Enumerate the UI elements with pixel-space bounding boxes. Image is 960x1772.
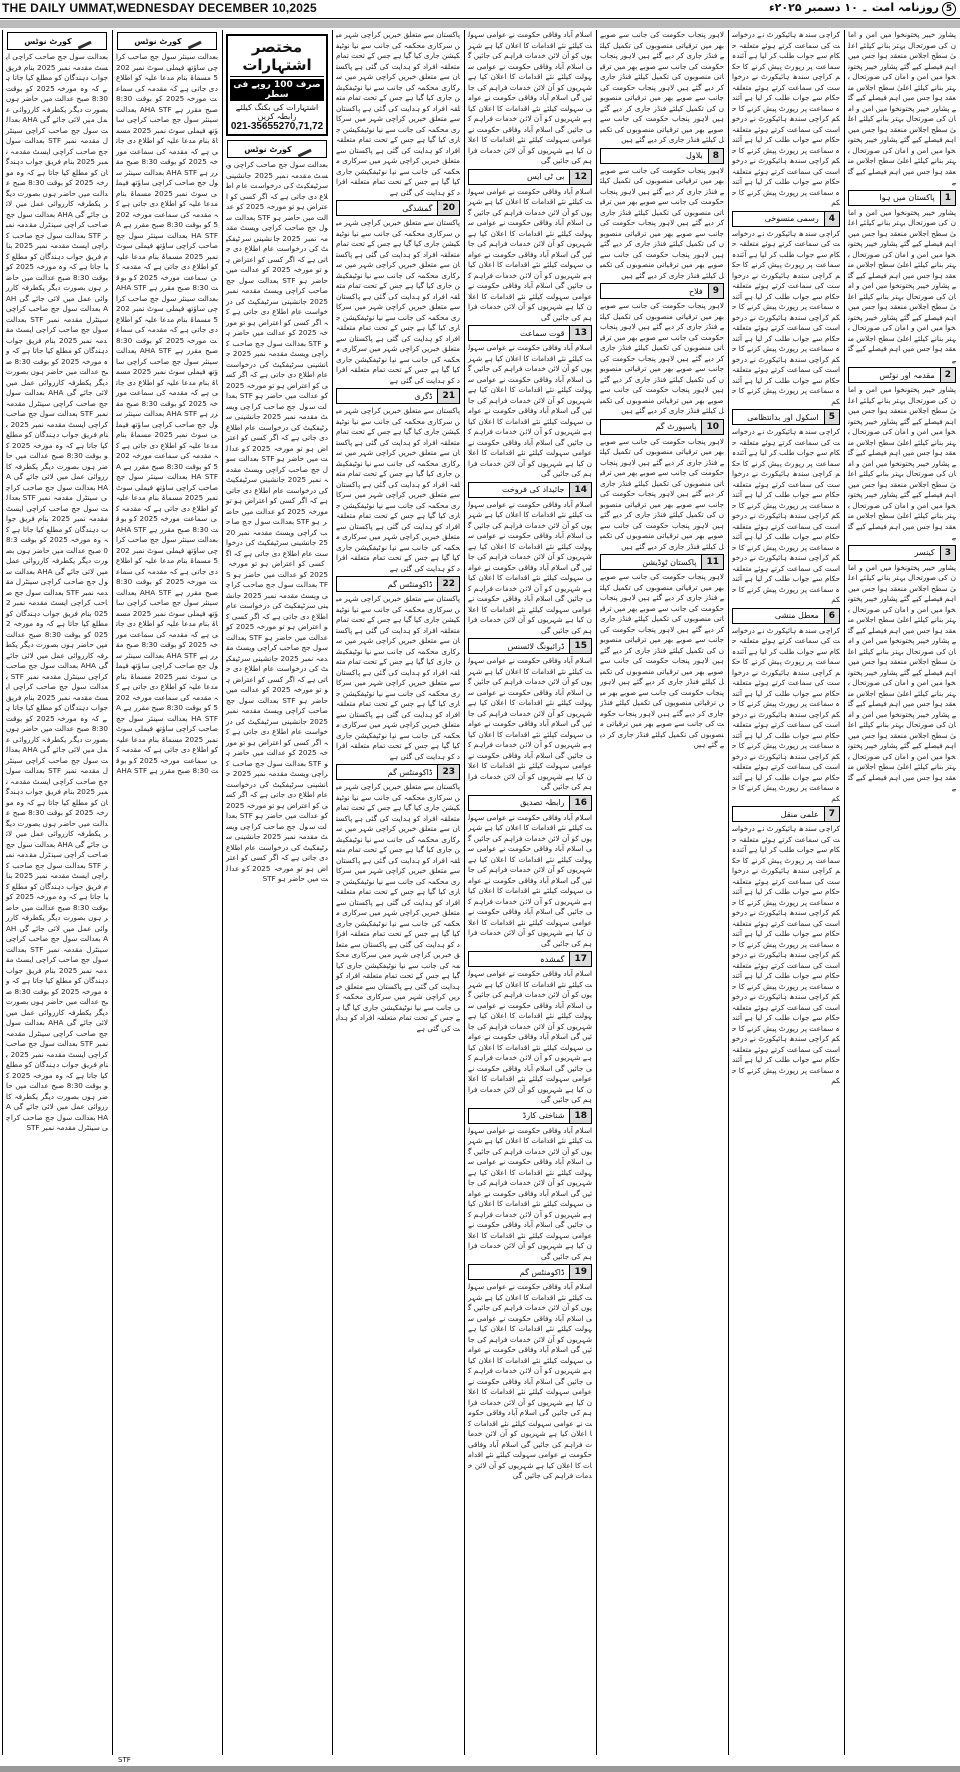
- top-band: [0, 20, 960, 28]
- column-heading-box: [468, 951, 592, 967]
- article-text: پشاور خیبر پختونخوا میں امن و امان کی صورتحال بہتر بنانے کیلئے اعلیٰ سطح اجلاس منعقد ہوا جس میں اہم فیصلے کیے گئے پشاور خیبر پختونخوا میں امن و امان کی صورتحال بہتر بنانے کیلئے اعلیٰ سطح اجلاس منعقد ہوا جس میں اہم فیصلے کیے گئے پشاور خیبر پختونخوا میں امن و امان کی صورتحال بہتر بنانے کیلئے اعلیٰ سطح اجلاس منعقد ہوا جس میں اہم فیصلے کیے گئے پشاور خیبر پختونخوا میں امن و امان کی صورتحال بہتر بنانے کیلئے اعلیٰ سطح اجلاس منعقد ہوا جس میں اہم فیصلے کیے گئے پشاور خیبر پختونخوا میں امن و امان کی صورتحال بہتر بنانے کیلئے اعلیٰ سطح اجلاس منعقد ہوا جس میں اہم فیصلے کیے گئے پشاور خیبر پختونخوا میں امن و امان کی صورتحال بہتر بنانے کیلئے اعلیٰ سطح اجلاس منعقد ہوا جس میں اہم فیصلے کیے گئے: [848, 562, 956, 792]
- box-number: 7: [824, 807, 839, 821]
- box-title: بی ٹی ایس: [526, 172, 565, 181]
- box-title: رابطہ تصدیق: [520, 798, 565, 807]
- article-text: کراچی سندھ ہائیکورٹ نے درخواست کی سماعت کرتے ہوئے متعلقہ حکام سے جواب طلب کر لیا ہے آئندہ سماعت پر رپورٹ پیش کرنے کا حکم کراچی سندھ ہائیکورٹ نے درخواست کی سماعت کرتے ہوئے متعلقہ حکام سے جواب طلب کر لیا ہے آئندہ سماعت پر رپورٹ پیش کرنے کا حکم کراچی سندھ ہائیکورٹ نے درخواست کی سماعت کرتے ہوئے متعلقہ حکام سے جواب طلب کر لیا ہے آئندہ سماعت پر رپورٹ پیش کرنے کا حکم کراچی سندھ ہائیکورٹ نے درخواست کی سماعت کرتے ہوئے متعلقہ حکام سے جواب طلب کر لیا ہے آئندہ سماعت پر رپورٹ پیش کرنے کا حکم: [732, 625, 840, 803]
- column-heading-box: [468, 169, 592, 185]
- gavel-icon: [74, 33, 91, 49]
- box-number: 12: [569, 170, 591, 184]
- box-title: فلاح: [688, 286, 703, 296]
- box-title: پاکستان ٹوڈیشن: [642, 557, 697, 567]
- article-text: اسلام آباد وفاقی حکومت نے عوامی سہولت کیلئے نئے اقدامات کا اعلان کیا ہے شہریوں کو آن لائن خدمات فراہم کی جائیں گی اسلام آباد وفاقی حکومت نے عوامی سہولت کیلئے نئے اقدامات کا اعلان کیا ہے شہریوں کو آن لائن خدمات فراہم کی جائیں گی اسلام آباد وفاقی حکومت نے عوامی سہولت کیلئے نئے اقدامات کا اعلان کیا ہے شہریوں کو آن لائن خدمات فراہم کی جائیں گی اسلام آباد وفاقی حکومت نے عوامی سہولت کیلئے نئے اقدامات کا اعلان کیا ہے شہریوں کو آن لائن خدمات فراہم کی جائیں گی: [468, 812, 592, 948]
- column-heading-box: [732, 608, 840, 624]
- column-heading-box: [600, 283, 724, 299]
- column-5: [464, 30, 595, 1755]
- box-number: 3: [940, 546, 955, 560]
- notice-header: کورٹ نوٹس: [227, 140, 327, 158]
- column-heading-box: [336, 388, 460, 404]
- column-heading-box: [600, 419, 724, 435]
- column-heading-box: [732, 409, 840, 425]
- article-text: کراچی سندھ ہائیکورٹ نے درخواست کی سماعت کرتے ہوئے متعلقہ حکام سے جواب طلب کر لیا ہے آئندہ سماعت پر رپورٹ پیش کرنے کا حکم کراچی سندھ ہائیکورٹ نے درخواست کی سماعت کرتے ہوئے متعلقہ حکام سے جواب طلب کر لیا ہے آئندہ سماعت پر رپورٹ پیش کرنے کا حکم کراچی سندھ ہائیکورٹ نے درخواست کی سماعت کرتے ہوئے متعلقہ حکام سے جواب طلب کر لیا ہے آئندہ سماعت پر رپورٹ پیش کرنے کا حکم کراچی سندھ ہائیکورٹ نے درخواست کی سماعت کرتے ہوئے متعلقہ حکام سے جواب طلب کر لیا ہے آئندہ سماعت پر رپورٹ پیش کرنے کا حکم: [732, 228, 840, 406]
- column-heading-box: [468, 325, 592, 341]
- column-notices-b: [112, 30, 221, 1755]
- box-number: 21: [437, 389, 459, 403]
- column-ads: [222, 30, 331, 1755]
- box-number: 11: [701, 555, 723, 569]
- column-heading-box: [600, 148, 724, 164]
- classified-ad-box: [226, 34, 328, 136]
- column-heading-box: [468, 482, 592, 498]
- column-heading-box: [468, 638, 592, 654]
- ad-phone: 021-35655270,71,72: [230, 121, 324, 132]
- column-heading-box: [336, 764, 460, 780]
- column-heading-box: [848, 190, 956, 206]
- box-number: 2: [940, 368, 955, 382]
- article-text: اسلام آباد وفاقی حکومت نے عوامی سہولت کیلئے نئے اقدامات کا اعلان کیا ہے شہریوں کو آن لائن خدمات فراہم کی جائیں گی اسلام آباد وفاقی حکومت نے عوامی سہولت کیلئے نئے اقدامات کا اعلان کیا ہے شہریوں کو آن لائن خدمات فراہم کی جائیں گی اسلام آباد وفاقی حکومت نے عوامی سہولت کیلئے نئے اقدامات کا اعلان کیا ہے شہریوں کو آن لائن خدمات فراہم کی جائیں گی اسلام آباد وفاقی حکومت نے عوامی سہولت کیلئے نئے اقدامات کا اعلان کیا ہے شہریوں کو آن لائن خدمات فراہم کی جائیں گی: [468, 30, 592, 165]
- box-number: 15: [569, 639, 591, 653]
- article-text: لاہور پنجاب حکومت کی جانب سے صوبے بھر میں ترقیاتی منصوبوں کی تکمیل کیلئے فنڈز جاری کر دیے گئے ہیں لاہور پنجاب حکومت کی جانب سے صوبے بھر میں ترقیاتی منصوبوں کی تکمیل کیلئے فنڈز جاری کر دیے گئے ہیں لاہور پنجاب حکومت کی جانب سے صوبے بھر میں ترقیاتی منصوبوں کی تکمیل کیلئے فنڈز جاری کر دیے گئے ہیں لاہور پنجاب حکومت کی جانب سے صوبے بھر میں ترقیاتی منصوبوں کی تکمیل کیلئے فنڈز جاری کر دیے گئے ہیں: [600, 165, 724, 280]
- box-number: 17: [569, 952, 591, 966]
- box-number: 20: [437, 201, 459, 215]
- box-number: 1: [940, 191, 955, 205]
- article-text: اسلام آباد وفاقی حکومت نے عوامی سہولت کیلئے نئے اقدامات کا اعلان کیا ہے شہریوں کو آن لائن خدمات فراہم کی جائیں گی اسلام آباد وفاقی حکومت نے عوامی سہولت کیلئے نئے اقدامات کا اعلان کیا ہے شہریوں کو آن لائن خدمات فراہم کی جائیں گی اسلام آباد وفاقی حکومت نے عوامی سہولت کیلئے نئے اقدامات کا اعلان کیا ہے شہریوں کو آن لائن خدمات فراہم کی جائیں گی اسلام آباد وفاقی حکومت نے عوامی سہولت کیلئے نئے اقدامات کا اعلان کیا ہے شہریوں کو آن لائن خدمات فراہم کی جائیں گی: [468, 186, 592, 322]
- box-number: 6: [824, 609, 839, 623]
- box-title: قوت سماعت: [520, 328, 565, 338]
- bottom-band: [0, 1766, 960, 1772]
- column-text: بعدالت سول جج صاحب کراچی ایسٹ مقدمہ نمبر 2025 بنام فریق جواب دہندگان کو مطلع کیا جاتا ہے کہ وہ مورخہ 2025 کو بوقت 8:30 صبح عدالت میں حاضر ہوں بصورت دیگر یکطرفہ کارروائی عمل میں لائی جائے گی AHA بعدالت سول جج صاحب کراچی سینٹرل مقدمہ نمبر STF بعدالت سول جج صاحب کراچی ایسٹ مقدمہ نمبر 2025 بنام فریق جواب دہندگان کو مطلع کیا جاتا ہے کہ وہ مورخہ 2025 کو بوقت 8:30 صبح عدالت میں حاضر ہوں بصورت دیگر یکطرفہ کارروائی عمل میں لائی جائے گی AHA بعدالت سول جج صاحب کراچی سینٹرل مقدمہ نمبر STF بعدالت سول جج صاحب کراچی ایسٹ مقدمہ نمبر 2025 بنام فریق جواب دہندگان کو مطلع کیا جاتا ہے کہ وہ مورخہ 2025 کو بوقت 8:30 صبح عدالت میں حاضر ہوں بصورت دیگر یکطرفہ کارروائی عمل میں لائی جائے گی AHA بعدالت سول جج صاحب کراچی سینٹرل مقدمہ نمبر STF بعدالت سول جج صاحب کراچی ایسٹ مقدمہ نمبر 2025 بنام فریق جواب دہندگان کو مطلع کیا جاتا ہے کہ وہ مورخہ 2025 کو بوقت 8:30 صبح عدالت میں حاضر ہوں بصورت دیگر یکطرفہ کارروائی عمل میں لائی جائے گی AHA بعدالت سول جج صاحب کراچی سینٹرل مقدمہ نمبر STF بعدالت سول جج صاحب کراچی ایسٹ مقدمہ نمبر 2025 بنام فریق جواب دہندگان کو مطلع کیا جاتا ہے کہ وہ مورخہ 2025 کو بوقت 8:30 صبح عدالت میں حاضر ہوں بصورت دیگر یکطرفہ کارروائی عمل میں لائی جائے گی AHA بعدالت سول جج صاحب کراچی سینٹرل مقدمہ نمبر STF بعدالت سول جج صاحب کراچی ایسٹ مقدمہ نمبر 2025 بنام فریق جواب دہندگان کو مطلع کیا جاتا ہے کہ وہ مورخہ 2025 کو بوقت 8:30 صبح عدالت میں حاضر ہوں بصورت دیگر یکطرفہ کارروائی عمل میں لائی جائے گی AHA بعدالت سول جج صاحب کراچی سینٹرل مقدمہ نمبر STF بعدالت سول جج صاحب کراچی ایسٹ مقدمہ نمبر 2025 بنام فریق جواب دہندگان کو مطلع کیا جاتا ہے کہ وہ مورخہ 2025 کو بوقت 8:30 صبح عدالت میں حاضر ہوں بصورت دیگر یکطرفہ کارروائی عمل میں لائی جائے گی AHA بعدالت سول جج صاحب کراچی سینٹرل مقدمہ نمبر STF بعدالت سول جج صاحب کراچی ایسٹ مقدمہ نمبر 2025 بنام فریق جواب دہندگان کو مطلع کیا جاتا ہے کہ وہ مورخہ 2025 کو بوقت 8:30 صبح عدالت میں حاضر ہوں بصورت دیگر یکطرفہ کارروائی عمل میں لائی جائے گی AHA بعدالت سول جج صاحب کراچی سینٹرل مقدمہ نمبر STF بعدالت سول جج صاحب کراچی ایسٹ مقدمہ نمبر 2025 بنام فریق جواب دہندگان کو مطلع کیا جاتا ہے کہ وہ مورخہ 2025 کو بوقت 8:30 صبح عدالت میں حاضر ہوں بصورت دیگر یکطرفہ کارروائی عمل میں لائی جائے گی AHA بعدالت سول جج صاحب کراچی سینٹرل مقدمہ نمبر STF بعدالت سول جج صاحب کراچی ایسٹ مقدمہ نمبر 2025 بنام فریق جواب دہندگان کو مطلع کیا جاتا ہے کہ وہ مورخہ 2025 کو بوقت 8:30 صبح عدالت میں حاضر ہوں بصورت دیگر یکطرفہ کارروائی عمل میں لائی جائے گی AHA بعدالت سول جج صاحب کراچی سینٹرل مقدمہ نمبر STF بعدالت سول جج صاحب کراچی ایسٹ مقدمہ نمبر 2025 بنام فریق جواب دہندگان کو مطلع کیا جاتا ہے کہ وہ مورخہ 2025 کو بوقت 8:30 صبح عدالت میں حاضر ہوں بصورت دیگر یکطرفہ کارروائی عمل میں لائی جائے گی AHA بعدالت سول جج صاحب کراچی سینٹرل مقدمہ نمبر STF بعدالت سول جج صاحب کراچی ایسٹ مقدمہ نمبر 2025 بنام فریق جواب دہندگان کو مطلع کیا جاتا ہے کہ وہ مورخہ 2025 کو بوقت 8:30 صبح عدالت میں حاضر ہوں بصورت دیگر یکطرفہ کارروائی عمل میں لائی جائے گی AHA بعدالت سول جج صاحب کراچی سینٹرل مقدمہ نمبر STF: [6, 52, 109, 1132]
- box-title: شناختی کارڈ: [522, 1111, 565, 1120]
- masthead-urdu: 5روزنامہ امت ۔ ۱۰ دسمبر ۲۰۲۵ء: [769, 1, 956, 16]
- box-title: ڈاکومنٹس گم: [387, 579, 433, 589]
- gavel-icon: [294, 141, 311, 157]
- column-heading-box: [468, 1264, 592, 1280]
- box-title: گمشدہ: [540, 954, 565, 964]
- column-8: [844, 30, 959, 1755]
- article-text: پشاور خیبر پختونخوا میں امن و امان کی صورتحال بہتر بنانے کیلئے اعلیٰ سطح اجلاس منعقد ہوا جس میں اہم فیصلے کیے گئے پشاور خیبر پختونخوا میں امن و امان کی صورتحال بہتر بنانے کیلئے اعلیٰ سطح اجلاس منعقد ہوا جس میں اہم فیصلے کیے گئے پشاور خیبر پختونخوا میں امن و امان کی صورتحال بہتر بنانے کیلئے اعلیٰ سطح اجلاس منعقد ہوا جس میں اہم فیصلے کیے گئے پشاور خیبر پختونخوا میں امن و امان کی صورتحال بہتر بنانے کیلئے اعلیٰ سطح اجلاس منعقد ہوا جس میں اہم فیصلے کیے گئے: [848, 207, 956, 364]
- box-title: جائیداد کی فروخت: [501, 485, 565, 494]
- article-text: اسلام آباد وفاقی حکومت نے عوامی سہولت کیلئے نئے اقدامات کا اعلان کیا ہے شہریوں کو آن لائن خدمات فراہم کی جائیں گی اسلام آباد وفاقی حکومت نے عوامی سہولت کیلئے نئے اقدامات کا اعلان کیا ہے شہریوں کو آن لائن خدمات فراہم کی جائیں گی اسلام آباد وفاقی حکومت نے عوامی سہولت کیلئے نئے اقدامات کا اعلان کیا ہے شہریوں کو آن لائن خدمات فراہم کی جائیں گی اسلام آباد وفاقی حکومت نے عوامی سہولت کیلئے نئے اقدامات کا اعلان کیا ہے شہریوں کو آن لائن خدمات فراہم کی جائیں گی: [468, 656, 592, 791]
- box-number: 23: [437, 765, 459, 779]
- article-text: لاہور پنجاب حکومت کی جانب سے صوبے بھر میں ترقیاتی منصوبوں کی تکمیل کیلئے فنڈز جاری کر دیے گئے ہیں لاہور پنجاب حکومت کی جانب سے صوبے بھر میں ترقیاتی منصوبوں کی تکمیل کیلئے فنڈز جاری کر دیے گئے ہیں لاہور پنجاب حکومت کی جانب سے صوبے بھر میں ترقیاتی منصوبوں کی تکمیل کیلئے فنڈز جاری کر دیے گئے ہیں لاہور پنجاب حکومت کی جانب سے صوبے بھر میں ترقیاتی منصوبوں کی تکمیل کیلئے فنڈز جاری کر دیے گئے ہیں: [600, 30, 724, 144]
- article-text: اسلام آباد وفاقی حکومت نے عوامی سہولت کیلئے نئے اقدامات کا اعلان کیا ہے شہریوں کو آن لائن خدمات فراہم کی جائیں گی اسلام آباد وفاقی حکومت نے عوامی سہولت کیلئے نئے اقدامات کا اعلان کیا ہے شہریوں کو آن لائن خدمات فراہم کی جائیں گی اسلام آباد وفاقی حکومت نے عوامی سہولت کیلئے نئے اقدامات کا اعلان کیا ہے شہریوں کو آن لائن خدمات فراہم کی جائیں گی اسلام آباد وفاقی حکومت نے عوامی سہولت کیلئے نئے اقدامات کا اعلان کیا ہے شہریوں کو آن لائن خدمات فراہم کی جائیں گی اسلام آباد وفاقی حکومت نے عوامی سہولت کیلئے نئے اقدامات کا اعلان کیا ہے شہریوں کو آن لائن خدمات فراہم کی جائیں گی اسلام آباد وفاقی حکومت نے عوامی سہولت کیلئے نئے اقدامات کا اعلان کیا ہے شہریوں کو آن لائن خدمات فراہم کی جائیں گی: [468, 1282, 592, 1480]
- masthead: [0, 0, 960, 19]
- column-heading-box: [468, 795, 592, 811]
- box-title: پاسپورٹ گم: [655, 422, 697, 431]
- box-title: پاکستان میں ہوا: [879, 193, 935, 202]
- column-7: [728, 30, 843, 1755]
- box-number: 16: [569, 796, 591, 810]
- ad-title: مختصر اشتہارات: [230, 38, 324, 77]
- article-text: اسلام آباد وفاقی حکومت نے عوامی سہولت کیلئے نئے اقدامات کا اعلان کیا ہے شہریوں کو آن لائن خدمات فراہم کی جائیں گی اسلام آباد وفاقی حکومت نے عوامی سہولت کیلئے نئے اقدامات کا اعلان کیا ہے شہریوں کو آن لائن خدمات فراہم کی جائیں گی اسلام آباد وفاقی حکومت نے عوامی سہولت کیلئے نئے اقدامات کا اعلان کیا ہے شہریوں کو آن لائن خدمات فراہم کی جائیں گی اسلام آباد وفاقی حکومت نے عوامی سہولت کیلئے نئے اقدامات کا اعلان کیا ہے شہریوں کو آن لائن خدمات فراہم کی جائیں گی: [468, 1125, 592, 1261]
- box-title: مقدمہ اور نوٹس: [879, 370, 935, 380]
- box-title: ڈرائیونگ لائسنس: [507, 641, 565, 651]
- box-number: 22: [437, 577, 459, 591]
- article-text: لاہور پنجاب حکومت کی جانب سے صوبے بھر میں ترقیاتی منصوبوں کی تکمیل کیلئے فنڈز جاری کر دیے گئے ہیں لاہور پنجاب حکومت کی جانب سے صوبے بھر میں ترقیاتی منصوبوں کی تکمیل کیلئے فنڈز جاری کر دیے گئے ہیں لاہور پنجاب حکومت کی جانب سے صوبے بھر میں ترقیاتی منصوبوں کی تکمیل کیلئے فنڈز جاری کر دیے گئے ہیں لاہور پنجاب حکومت کی جانب سے صوبے بھر میں ترقیاتی منصوبوں کی تکمیل کیلئے فنڈز جاری کر دیے گئے ہیں: [600, 436, 724, 551]
- box-number: 10: [701, 420, 723, 434]
- column-heading-box: [848, 367, 956, 383]
- box-title: بلاول: [686, 151, 703, 160]
- box-title: علمی منقل: [780, 809, 819, 819]
- article-text: کراچی سندھ ہائیکورٹ نے درخواست کی سماعت کرتے ہوئے متعلقہ حکام سے جواب طلب کر لیا ہے آئندہ سماعت پر رپورٹ پیش کرنے کا حکم کراچی سندھ ہائیکورٹ نے درخواست کی سماعت کرتے ہوئے متعلقہ حکام سے جواب طلب کر لیا ہے آئندہ سماعت پر رپورٹ پیش کرنے کا حکم کراچی سندھ ہائیکورٹ نے درخواست کی سماعت کرتے ہوئے متعلقہ حکام سے جواب طلب کر لیا ہے آئندہ سماعت پر رپورٹ پیش کرنے کا حکم کراچی سندھ ہائیکورٹ نے درخواست کی سماعت کرتے ہوئے متعلقہ حکام سے جواب طلب کر لیا ہے آئندہ سماعت پر رپورٹ پیش کرنے کا حکم کراچی سندھ ہائیکورٹ نے درخواست کی سماعت کرتے ہوئے متعلقہ حکام سے جواب طلب کر لیا ہے آئندہ سماعت پر رپورٹ پیش کرنے کا حکم کراچی سندھ ہائیکورٹ نے درخواست کی سماعت کرتے ہوئے متعلقہ حکام سے جواب طلب کر لیا ہے آئندہ سماعت پر رپورٹ پیش کرنے کا حکم: [732, 824, 840, 1085]
- column-heading-box: [732, 806, 840, 822]
- notice-header: کورٹ نوٹس: [117, 32, 217, 50]
- column-heading-box: [336, 200, 460, 216]
- box-number: 14: [569, 483, 591, 497]
- article-text: پاکستان سے متعلق خبریں کراچی شہر میں سرکاری محکمہ کی جانب سے نیا نوٹیفکیشن جاری کیا گیا ہے جس کے تحت تمام متعلقہ افراد کو ہدایت کی گئی ہے پاکستان سے متعلق خبریں کراچی شہر میں سرکاری محکمہ کی جانب سے نیا نوٹیفکیشن جاری کیا گیا ہے جس کے تحت تمام متعلقہ افراد کو ہدایت کی گئی ہے پاکستان سے متعلق خبریں کراچی شہر میں سرکاری محکمہ کی جانب سے نیا نوٹیفکیشن جاری کیا گیا ہے جس کے تحت تمام متعلقہ افراد کو ہدایت کی گئی ہے پاکستان سے متعلق خبریں کراچی شہر میں سرکاری محکمہ کی جانب سے نیا نوٹیفکیشن جاری کیا گیا ہے جس کے تحت تمام متعلقہ افراد کو ہدایت کی گئی ہے: [336, 30, 460, 197]
- box-title: کینسر: [914, 548, 935, 557]
- column-heading-box: [468, 1108, 592, 1124]
- box-number: 5: [824, 410, 839, 424]
- ad-line: اشتہارات کی بکنگ کیلئے رابطہ کریں: [235, 103, 319, 121]
- article-text: پشاور خیبر پختونخوا میں امن و امان کی صورتحال بہتر بنانے کیلئے اعلیٰ سطح اجلاس منعقد ہوا جس میں اہم فیصلے کیے گئے پشاور خیبر پختونخوا میں امن و امان کی صورتحال بہتر بنانے کیلئے اعلیٰ سطح اجلاس منعقد ہوا جس میں اہم فیصلے کیے گئے پشاور خیبر پختونخوا میں امن و امان کی صورتحال بہتر بنانے کیلئے اعلیٰ سطح اجلاس منعقد ہوا جس میں اہم فیصلے کیے گئے پشاور خیبر پختونخوا میں امن و امان کی صورتحال بہتر بنانے کیلئے اعلیٰ سطح اجلاس منعقد ہوا جس میں اہم فیصلے کیے گئے: [848, 30, 956, 186]
- box-title: گمشدگی: [402, 203, 433, 213]
- box-title: ڈاکومنٹس گم: [519, 1267, 565, 1277]
- box-title: اسکول اور بدانتظامی: [747, 412, 819, 422]
- masthead-english: THE DAILY UMMAT,WEDNESDAY DECEMBER 10,2025: [2, 1, 317, 15]
- box-number: 13: [569, 326, 591, 340]
- article-text: لاہور پنجاب حکومت کی جانب سے صوبے بھر میں ترقیاتی منصوبوں کی تکمیل کیلئے فنڈز جاری کر دیے گئے ہیں لاہور پنجاب حکومت کی جانب سے صوبے بھر میں ترقیاتی منصوبوں کی تکمیل کیلئے فنڈز جاری کر دیے گئے ہیں لاہور پنجاب حکومت کی جانب سے صوبے بھر میں ترقیاتی منصوبوں کی تکمیل کیلئے فنڈز جاری کر دیے گئے ہیں لاہور پنجاب حکومت کی جانب سے صوبے بھر میں ترقیاتی منصوبوں کی تکمیل کیلئے فنڈز جاری کر دیے گئے ہیں: [600, 301, 724, 415]
- column-heading-box: [600, 554, 724, 570]
- article-text: پاکستان سے متعلق خبریں کراچی شہر میں سرکاری محکمہ کی جانب سے نیا نوٹیفکیشن جاری کیا گیا ہے جس کے تحت تمام متعلقہ افراد کو ہدایت کی گئی ہے پاکستان سے متعلق خبریں کراچی شہر میں سرکاری محکمہ کی جانب سے نیا نوٹیفکیشن جاری کیا گیا ہے جس کے تحت تمام متعلقہ افراد کو ہدایت کی گئی ہے پاکستان سے متعلق خبریں کراچی شہر میں سرکاری محکمہ کی جانب سے نیا نوٹیفکیشن جاری کیا گیا ہے جس کے تحت تمام متعلقہ افراد کو ہدایت کی گئی ہے پاکستان سے متعلق خبریں کراچی شہر میں سرکاری محکمہ کی جانب سے نیا نوٹیفکیشن جاری کیا گیا ہے جس کے تحت تمام متعلقہ افراد کو ہدایت کی گئی ہے پاکستان سے متعلق خبریں کراچی شہر میں سرکاری محکمہ کی جانب سے نیا نوٹیفکیشن جاری کیا گیا ہے جس کے تحت تمام متعلقہ افراد کو ہدایت کی گئی ہے پاکستان سے متعلق خبریں کراچی شہر میں سرکاری محکمہ کی جانب سے نیا نوٹیفکیشن جاری کیا گیا ہے جس کے تحت تمام متعلقہ افراد کو ہدایت کی گئی ہے: [336, 782, 460, 1033]
- column-heading-box: [732, 211, 840, 227]
- box-title: معطل منشی: [774, 611, 819, 620]
- article-text: کراچی سندھ ہائیکورٹ نے درخواست کی سماعت کرتے ہوئے متعلقہ حکام سے جواب طلب کر لیا ہے آئندہ سماعت پر رپورٹ پیش کرنے کا حکم کراچی سندھ ہائیکورٹ نے درخواست کی سماعت کرتے ہوئے متعلقہ حکام سے جواب طلب کر لیا ہے آئندہ سماعت پر رپورٹ پیش کرنے کا حکم کراچی سندھ ہائیکورٹ نے درخواست کی سماعت کرتے ہوئے متعلقہ حکام سے جواب طلب کر لیا ہے آئندہ سماعت پر رپورٹ پیش کرنے کا حکم کراچی سندھ ہائیکورٹ نے درخواست کی سماعت کرتے ہوئے متعلقہ حکام سے جواب طلب کر لیا ہے آئندہ سماعت پر رپورٹ پیش کرنے کا حکم: [732, 427, 840, 604]
- column-text: بعدالت سول جج صاحب کراچی ویسٹ مقدمہ نمبر 2025 جانشینی سرٹیفکیٹ کی درخواست عام اطلاع دی جاتی ہے کہ اگر کسی کو اعتراض ہو تو مورخہ 2025 کو عدالت میں حاضر ہو STF بعدالت سول جج صاحب کراچی ویسٹ مقدمہ نمبر 2025 جانشینی سرٹیفکیٹ کی درخواست عام اطلاع دی جاتی ہے کہ اگر کسی کو اعتراض ہو تو مورخہ 2025 کو عدالت میں حاضر ہو STF بعدالت سول جج صاحب کراچی ویسٹ مقدمہ نمبر 2025 جانشینی سرٹیفکیٹ کی درخواست عام اطلاع دی جاتی ہے کہ اگر کسی کو اعتراض ہو تو مورخہ 2025 کو عدالت میں حاضر ہو STF بعدالت سول جج صاحب کراچی ویسٹ مقدمہ نمبر 2025 جانشینی سرٹیفکیٹ کی درخواست عام اطلاع دی جاتی ہے کہ اگر کسی کو اعتراض ہو تو مورخہ 2025 کو عدالت میں حاضر ہو STF بعدالت سول جج صاحب کراچی ویسٹ مقدمہ نمبر 2025 جانشینی سرٹیفکیٹ کی درخواست عام اطلاع دی جاتی ہے کہ اگر کسی کو اعتراض ہو تو مورخہ 2025 کو عدالت میں حاضر ہو STF بعدالت سول جج صاحب کراچی ویسٹ مقدمہ نمبر 2025 جانشینی سرٹیفکیٹ کی درخواست عام اطلاع دی جاتی ہے کہ اگر کسی کو اعتراض ہو تو مورخہ 2025 کو عدالت میں حاضر ہو STF بعدالت سول جج صاحب کراچی ویسٹ مقدمہ نمبر 2025 جانشینی سرٹیفکیٹ کی درخواست عام اطلاع دی جاتی ہے کہ اگر کسی کو اعتراض ہو تو مورخہ 2025 کو عدالت میں حاضر ہو STF بعدالت سول جج صاحب کراچی ویسٹ مقدمہ نمبر 2025 جانشینی سرٹیفکیٹ کی درخواست عام اطلاع دی جاتی ہے کہ اگر کسی کو اعتراض ہو تو مورخہ 2025 کو عدالت میں حاضر ہو STF بعدالت سول جج صاحب کراچی ویسٹ مقدمہ نمبر 2025 جانشینی سرٹیفکیٹ کی درخواست عام اطلاع دی جاتی ہے کہ اگر کسی کو اعتراض ہو تو مورخہ 2025 کو عدالت میں حاضر ہو STF بعدالت سول جج صاحب کراچی ویسٹ مقدمہ نمبر 2025 جانشینی سرٹیفکیٹ کی درخواست عام اطلاع دی جاتی ہے کہ اگر کسی کو اعتراض ہو تو مورخہ 2025 کو عدالت میں حاضر ہو STF بعدالت سول جج صاحب کراچی ویسٹ مقدمہ نمبر 2025 جانشینی سرٹیفکیٹ کی درخواست عام اطلاع دی جاتی ہے کہ اگر کسی کو اعتراض ہو تو مورخہ 2025 کو عدالت میں حاضر ہو STF بعدالت سول جج صاحب کراچی ویسٹ مقدمہ نمبر 2025 جانشینی سرٹیفکیٹ کی درخواست عام اطلاع دی جاتی ہے کہ اگر کسی کو اعتراض ہو تو مورخہ 2025 کو عدالت میں حاضر ہو STF: [226, 160, 329, 883]
- article-text: اسلام آباد وفاقی حکومت نے عوامی سہولت کیلئے نئے اقدامات کا اعلان کیا ہے شہریوں کو آن لائن خدمات فراہم کی جائیں گی اسلام آباد وفاقی حکومت نے عوامی سہولت کیلئے نئے اقدامات کا اعلان کیا ہے شہریوں کو آن لائن خدمات فراہم کی جائیں گی اسلام آباد وفاقی حکومت نے عوامی سہولت کیلئے نئے اقدامات کا اعلان کیا ہے شہریوں کو آن لائن خدمات فراہم کی جائیں گی اسلام آباد وفاقی حکومت نے عوامی سہولت کیلئے نئے اقدامات کا اعلان کیا ہے شہریوں کو آن لائن خدمات فراہم کی جائیں گی: [468, 969, 592, 1104]
- box-number: 18: [569, 1109, 591, 1123]
- box-title: ڈگری: [414, 391, 433, 401]
- ad-rate: صرف 100 روپے فی سطر: [230, 79, 324, 101]
- column-notices-a: [2, 30, 111, 1755]
- box-title: ڈاکومنٹس گم: [387, 767, 433, 777]
- column-heading-box: [336, 576, 460, 592]
- box-number: 4: [824, 212, 839, 226]
- article-text: کراچی سندھ ہائیکورٹ نے درخواست کی سماعت کرتے ہوئے متعلقہ حکام سے جواب طلب کر لیا ہے آئندہ سماعت پر رپورٹ پیش کرنے کا حکم کراچی سندھ ہائیکورٹ نے درخواست کی سماعت کرتے ہوئے متعلقہ حکام سے جواب طلب کر لیا ہے آئندہ سماعت پر رپورٹ پیش کرنے کا حکم کراچی سندھ ہائیکورٹ نے درخواست کی سماعت کرتے ہوئے متعلقہ حکام سے جواب طلب کر لیا ہے آئندہ سماعت پر رپورٹ پیش کرنے کا حکم کراچی سندھ ہائیکورٹ نے درخواست کی سماعت کرتے ہوئے متعلقہ حکام سے جواب طلب کر لیا ہے آئندہ سماعت پر رپورٹ پیش کرنے کا حکم: [732, 30, 840, 207]
- box-number: 9: [708, 284, 723, 298]
- article-text: پاکستان سے متعلق خبریں کراچی شہر میں سرکاری محکمہ کی جانب سے نیا نوٹیفکیشن جاری کیا گیا ہے جس کے تحت تمام متعلقہ افراد کو ہدایت کی گئی ہے پاکستان سے متعلق خبریں کراچی شہر میں سرکاری محکمہ کی جانب سے نیا نوٹیفکیشن جاری کیا گیا ہے جس کے تحت تمام متعلقہ افراد کو ہدایت کی گئی ہے پاکستان سے متعلق خبریں کراچی شہر میں سرکاری محکمہ کی جانب سے نیا نوٹیفکیشن جاری کیا گیا ہے جس کے تحت تمام متعلقہ افراد کو ہدایت کی گئی ہے پاکستان سے متعلق خبریں کراچی شہر میں سرکاری محکمہ کی جانب سے نیا نوٹیفکیشن جاری کیا گیا ہے جس کے تحت تمام متعلقہ افراد کو ہدایت کی گئی ہے: [336, 594, 460, 761]
- article-text: لاہور پنجاب حکومت کی جانب سے صوبے بھر میں ترقیاتی منصوبوں کی تکمیل کیلئے فنڈز جاری کر دیے گئے ہیں لاہور پنجاب حکومت کی جانب سے صوبے بھر میں ترقیاتی منصوبوں کی تکمیل کیلئے فنڈز جاری کر دیے گئے ہیں لاہور پنجاب حکومت کی جانب سے صوبے بھر میں ترقیاتی منصوبوں کی تکمیل کیلئے فنڈز جاری کر دیے گئے ہیں لاہور پنجاب حکومت کی جانب سے صوبے بھر میں ترقیاتی منصوبوں کی تکمیل کیلئے فنڈز جاری کر دیے گئے ہیں لاہور پنجاب حکومت کی جانب سے صوبے بھر میں ترقیاتی منصوبوں کی تکمیل کیلئے فنڈز جاری کر دیے گئے ہیں لاہور پنجاب حکومت کی جانب سے صوبے بھر میں ترقیاتی منصوبوں کی تکمیل کیلئے فنڈز جاری کر دیے گئے ہیں: [600, 572, 724, 749]
- gavel-icon: [184, 33, 201, 49]
- box-title: رسمی منسوخی: [764, 214, 819, 223]
- article-text: اسلام آباد وفاقی حکومت نے عوامی سہولت کیلئے نئے اقدامات کا اعلان کیا ہے شہریوں کو آن لائن خدمات فراہم کی جائیں گی اسلام آباد وفاقی حکومت نے عوامی سہولت کیلئے نئے اقدامات کا اعلان کیا ہے شہریوں کو آن لائن خدمات فراہم کی جائیں گی اسلام آباد وفاقی حکومت نے عوامی سہولت کیلئے نئے اقدامات کا اعلان کیا ہے شہریوں کو آن لائن خدمات فراہم کی جائیں گی اسلام آباد وفاقی حکومت نے عوامی سہولت کیلئے نئے اقدامات کا اعلان کیا ہے شہریوں کو آن لائن خدمات فراہم کی جائیں گی: [468, 343, 592, 478]
- column-6: [596, 30, 727, 1755]
- footer-mark: STF: [118, 1756, 131, 1764]
- box-number: 19: [569, 1265, 591, 1279]
- column-heading-box: [848, 545, 956, 561]
- page-number: 5: [942, 2, 956, 16]
- column-text: بعدالت سینئر سول جج صاحب کراچی ساؤتھ فیملی سوٹ نمبر 2025 مسماۃ بنام مدعا علیہ کو اطلاع دی جاتی ہے کہ مقدمہ کی سماعت مورخہ 2025 کو بوقت 8:30 صبح مقرر ہے AHA STF بعدالت سینئر سول جج صاحب کراچی ساؤتھ فیملی سوٹ نمبر 2025 مسماۃ بنام مدعا علیہ کو اطلاع دی جاتی ہے کہ مقدمہ کی سماعت مورخہ 2025 کو بوقت 8:30 صبح مقرر ہے AHA STF بعدالت سینئر سول جج صاحب کراچی ساؤتھ فیملی سوٹ نمبر 2025 مسماۃ بنام مدعا علیہ کو اطلاع دی جاتی ہے کہ مقدمہ کی سماعت مورخہ 2025 کو بوقت 8:30 صبح مقرر ہے AHA STF بعدالت سینئر سول جج صاحب کراچی ساؤتھ فیملی سوٹ نمبر 2025 مسماۃ بنام مدعا علیہ کو اطلاع دی جاتی ہے کہ مقدمہ کی سماعت مورخہ 2025 کو بوقت 8:30 صبح مقرر ہے AHA STF بعدالت سینئر سول جج صاحب کراچی ساؤتھ فیملی سوٹ نمبر 2025 مسماۃ بنام مدعا علیہ کو اطلاع دی جاتی ہے کہ مقدمہ کی سماعت مورخہ 2025 کو بوقت 8:30 صبح مقرر ہے AHA STF بعدالت سینئر سول جج صاحب کراچی ساؤتھ فیملی سوٹ نمبر 2025 مسماۃ بنام مدعا علیہ کو اطلاع دی جاتی ہے کہ مقدمہ کی سماعت مورخہ 2025 کو بوقت 8:30 صبح مقرر ہے AHA STF بعدالت سینئر سول جج صاحب کراچی ساؤتھ فیملی سوٹ نمبر 2025 مسماۃ بنام مدعا علیہ کو اطلاع دی جاتی ہے کہ مقدمہ کی سماعت مورخہ 2025 کو بوقت 8:30 صبح مقرر ہے AHA STF بعدالت سینئر سول جج صاحب کراچی ساؤتھ فیملی سوٹ نمبر 2025 مسماۃ بنام مدعا علیہ کو اطلاع دی جاتی ہے کہ مقدمہ کی سماعت مورخہ 2025 کو بوقت 8:30 صبح مقرر ہے AHA STF بعدالت سینئر سول جج صاحب کراچی ساؤتھ فیملی سوٹ نمبر 2025 مسماۃ بنام مدعا علیہ کو اطلاع دی جاتی ہے کہ مقدمہ کی سماعت مورخہ 2025 کو بوقت 8:30 صبح مقرر ہے AHA STF بعدالت سینئر سول جج صاحب کراچی ساؤتھ فیملی سوٹ نمبر 2025 مسماۃ بنام مدعا علیہ کو اطلاع دی جاتی ہے کہ مقدمہ کی سماعت مورخہ 2025 کو بوقت 8:30 صبح مقرر ہے AHA STF بعدالت سینئر سول جج صاحب کراچی ساؤتھ فیملی سوٹ نمبر 2025 مسماۃ بنام مدعا علیہ کو اطلاع دی جاتی ہے کہ مقدمہ کی سماعت مورخہ 2025 کو بوقت 8:30 صبح مقرر ہے AHA STF بعدالت سینئر سول جج صاحب کراچی ساؤتھ فیملی سوٹ نمبر 2025 مسماۃ بنام مدعا علیہ کو اطلاع دی جاتی ہے کہ مقدمہ کی سماعت مورخہ 2025 کو بوقت 8:30 صبح مقرر ہے AHA STF: [116, 52, 219, 775]
- notice-header: کورٹ نوٹس: [7, 32, 107, 50]
- article-text: پاکستان سے متعلق خبریں کراچی شہر میں سرکاری محکمہ کی جانب سے نیا نوٹیفکیشن جاری کیا گیا ہے جس کے تحت تمام متعلقہ افراد کو ہدایت کی گئی ہے پاکستان سے متعلق خبریں کراچی شہر میں سرکاری محکمہ کی جانب سے نیا نوٹیفکیشن جاری کیا گیا ہے جس کے تحت تمام متعلقہ افراد کو ہدایت کی گئی ہے پاکستان سے متعلق خبریں کراچی شہر میں سرکاری محکمہ کی جانب سے نیا نوٹیفکیشن جاری کیا گیا ہے جس کے تحت تمام متعلقہ افراد کو ہدایت کی گئی ہے پاکستان سے متعلق خبریں کراچی شہر میں سرکاری محکمہ کی جانب سے نیا نوٹیفکیشن جاری کیا گیا ہے جس کے تحت تمام متعلقہ افراد کو ہدایت کی گئی ہے: [336, 218, 460, 385]
- column-4: [332, 30, 463, 1755]
- article-text: اسلام آباد وفاقی حکومت نے عوامی سہولت کیلئے نئے اقدامات کا اعلان کیا ہے شہریوں کو آن لائن خدمات فراہم کی جائیں گی اسلام آباد وفاقی حکومت نے عوامی سہولت کیلئے نئے اقدامات کا اعلان کیا ہے شہریوں کو آن لائن خدمات فراہم کی جائیں گی اسلام آباد وفاقی حکومت نے عوامی سہولت کیلئے نئے اقدامات کا اعلان کیا ہے شہریوں کو آن لائن خدمات فراہم کی جائیں گی اسلام آباد وفاقی حکومت نے عوامی سہولت کیلئے نئے اقدامات کا اعلان کیا ہے شہریوں کو آن لائن خدمات فراہم کی جائیں گی: [468, 499, 592, 635]
- box-number: 8: [708, 149, 723, 163]
- article-text: پشاور خیبر پختونخوا میں امن و امان کی صورتحال بہتر بنانے کیلئے اعلیٰ سطح اجلاس منعقد ہوا جس میں اہم فیصلے کیے گئے پشاور خیبر پختونخوا میں امن و امان کی صورتحال بہتر بنانے کیلئے اعلیٰ سطح اجلاس منعقد ہوا جس میں اہم فیصلے کیے گئے پشاور خیبر پختونخوا میں امن و امان کی صورتحال بہتر بنانے کیلئے اعلیٰ سطح اجلاس منعقد ہوا جس میں اہم فیصلے کیے گئے پشاور خیبر پختونخوا میں امن و امان کی صورتحال بہتر بنانے کیلئے اعلیٰ سطح اجلاس منعقد ہوا جس میں اہم فیصلے کیے گئے: [848, 385, 956, 541]
- article-text: پاکستان سے متعلق خبریں کراچی شہر میں سرکاری محکمہ کی جانب سے نیا نوٹیفکیشن جاری کیا گیا ہے جس کے تحت تمام متعلقہ افراد کو ہدایت کی گئی ہے پاکستان سے متعلق خبریں کراچی شہر میں سرکاری محکمہ کی جانب سے نیا نوٹیفکیشن جاری کیا گیا ہے جس کے تحت تمام متعلقہ افراد کو ہدایت کی گئی ہے پاکستان سے متعلق خبریں کراچی شہر میں سرکاری محکمہ کی جانب سے نیا نوٹیفکیشن جاری کیا گیا ہے جس کے تحت تمام متعلقہ افراد کو ہدایت کی گئی ہے پاکستان سے متعلق خبریں کراچی شہر میں سرکاری محکمہ کی جانب سے نیا نوٹیفکیشن جاری کیا گیا ہے جس کے تحت تمام متعلقہ افراد کو ہدایت کی گئی ہے: [336, 406, 460, 573]
